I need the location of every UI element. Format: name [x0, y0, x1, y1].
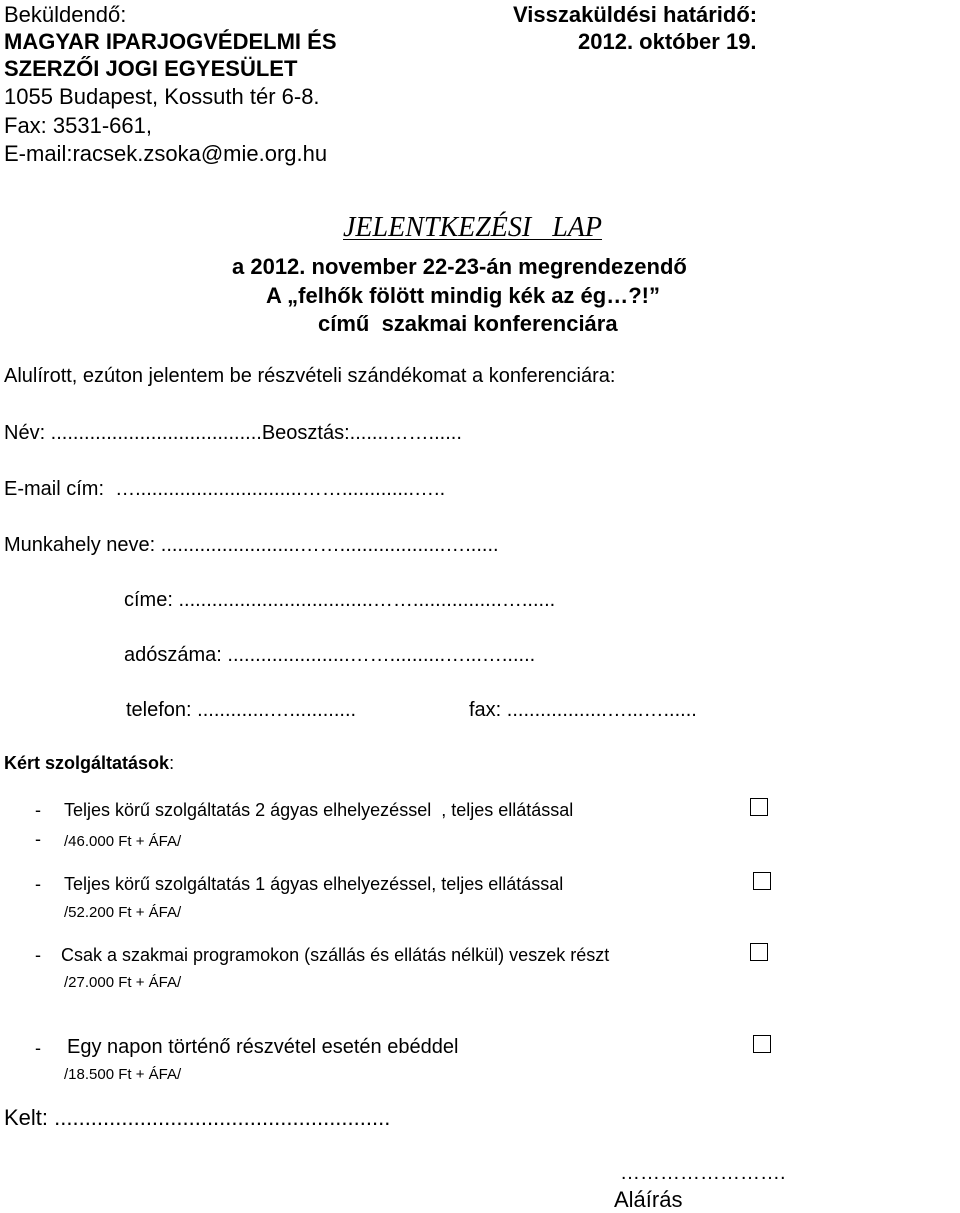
deadline-label: Visszaküldési határidő:: [513, 2, 758, 27]
service-4-dash: -: [35, 1038, 41, 1058]
date-field[interactable]: Kelt: .......................................................: [4, 1105, 391, 1130]
sender-fax: Fax: 3531-661,: [4, 113, 152, 138]
email-field[interactable]: E-mail cím: …..............................…….............…..: [4, 478, 446, 500]
deadline-date: 2012. október 19.: [578, 29, 757, 54]
workplace-address-field[interactable]: címe: ...................................……................…......: [124, 589, 556, 611]
event-line2: A „felhők fölött mindig kék az ég…?!”: [266, 283, 660, 308]
form-title: JELENTKEZÉSI LAP: [343, 212, 603, 243]
service-4-price: /18.500 Ft + ÁFA/: [64, 1066, 182, 1083]
workplace-name-field[interactable]: Munkahely neve: .........................……...................…......: [4, 534, 499, 556]
service-1-dash: -: [35, 800, 41, 820]
tax-number-field[interactable]: adószáma: ......................……..........…...…......: [124, 644, 536, 666]
fax-field[interactable]: fax: ..................…...…......: [469, 699, 697, 721]
service-2-checkbox[interactable]: [753, 872, 771, 890]
sender-label: Beküldendő:: [4, 2, 127, 27]
service-4-text: Egy napon történő részvétel esetén ebéddel: [67, 1036, 459, 1058]
name-position-field[interactable]: Név: ......................................Beosztás:.......……......: [4, 422, 462, 444]
sender-address: 1055 Budapest, Kossuth tér 6-8.: [4, 84, 320, 109]
service-3-checkbox[interactable]: [750, 943, 768, 961]
event-line3: című szakmai konferenciára: [318, 311, 618, 336]
service-4-checkbox[interactable]: [753, 1035, 771, 1053]
service-2-price: /52.200 Ft + ÁFA/: [64, 904, 182, 921]
phone-field[interactable]: telefon: .............…............: [126, 699, 357, 721]
service-2-text: Teljes körű szolgáltatás 1 ágyas elhelyezéssel, teljes ellátással: [64, 874, 564, 894]
services-label: Kért szolgáltatások: [4, 753, 170, 773]
signature-label: Aláírás: [614, 1187, 683, 1212]
service-1-text: Teljes körű szolgáltatás 2 ágyas elhelyezéssel , teljes ellátással: [64, 800, 574, 820]
intro-text: Alulírott, ezúton jelentem be részvételi szándékomat a konferenciára:: [4, 365, 616, 387]
services-colon: :: [169, 753, 175, 773]
signature-line[interactable]: …………………….: [620, 1162, 786, 1184]
service-1-price: /46.000 Ft + ÁFA/: [64, 833, 182, 850]
service-1-price-dash: -: [35, 829, 41, 849]
service-3-text: Csak a szakmai programokon (szállás és ellátás nélkül) veszek részt: [61, 945, 610, 965]
sender-org-line2: SZERZŐI JOGI EGYESÜLET: [4, 56, 298, 81]
services-heading: [4, 753, 174, 774]
sender-org-line1: MAGYAR IPARJOGVÉDELMI ÉS: [4, 29, 337, 54]
service-1-checkbox[interactable]: [750, 798, 768, 816]
service-3-price: /27.000 Ft + ÁFA/: [64, 974, 182, 991]
service-3-dash: -: [35, 945, 41, 965]
service-2-dash: -: [35, 874, 41, 894]
sender-email: E-mail:racsek.zsoka@mie.org.hu: [4, 141, 328, 166]
event-line1: a 2012. november 22-23-án megrendezendő: [232, 254, 687, 279]
